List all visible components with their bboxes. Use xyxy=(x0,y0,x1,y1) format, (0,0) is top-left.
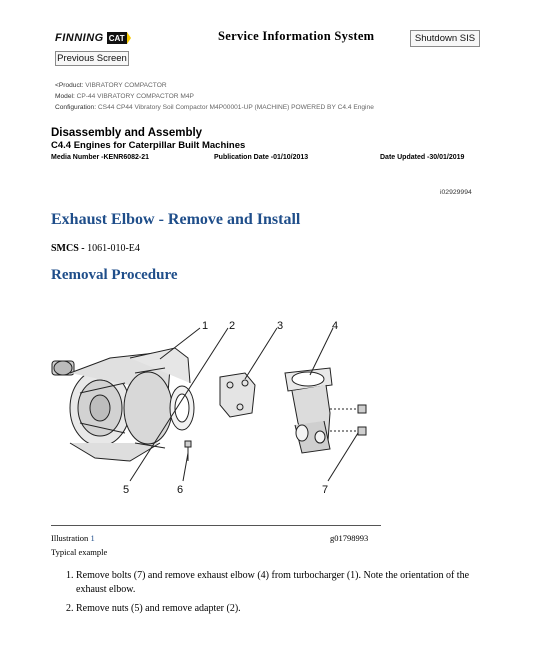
finning-cat-logo xyxy=(55,29,138,47)
configuration-line xyxy=(55,104,374,111)
app-title: Service Information System xyxy=(218,29,375,43)
adapter-drawing xyxy=(220,373,255,417)
engine-heading: C4.4 Engines for Caterpillar Built Machines xyxy=(51,140,246,151)
section-heading: Disassembly and Assembly xyxy=(51,127,203,139)
illustration-label-prefix: Illustration xyxy=(51,533,91,543)
smcs-value: 1061-010-E4 xyxy=(87,243,140,254)
product-line xyxy=(55,82,167,89)
illustration-image-id: g01798993 xyxy=(330,533,369,543)
model-line xyxy=(55,93,194,100)
shutdown-sis-button[interactable]: Shutdown SIS xyxy=(410,30,480,47)
product-value: VIBRATORY COMPACTOR xyxy=(85,82,167,89)
publication-date: Publication Date -01/10/2013 xyxy=(214,154,309,161)
model-value: CP-44 VIBRATORY COMPACTOR M4P xyxy=(76,93,194,100)
document-ref-id: i02929994 xyxy=(440,189,472,196)
exhaust-elbow-drawing xyxy=(285,368,332,453)
previous-screen-button[interactable]: Previous Screen xyxy=(55,51,129,66)
procedure-heading: Removal Procedure xyxy=(51,267,178,283)
callout-6: 6 xyxy=(177,484,184,496)
illustration-caption: Typical example xyxy=(51,547,108,557)
callout-7: 7 xyxy=(322,484,329,496)
smcs-code xyxy=(51,243,140,254)
callout-3: 3 xyxy=(277,320,284,332)
turbocharger-drawing xyxy=(52,348,194,461)
cat-mark: CAT xyxy=(108,34,125,43)
list-item: 1. Remove bolts (7) and remove exhaust elbow (4) from turbocharger (1). Note the orientation of the exhaust elbow. xyxy=(76,569,501,597)
illustration-divider xyxy=(51,525,381,526)
callout-4: 4 xyxy=(332,320,339,332)
config-label: Configuration: xyxy=(55,104,97,111)
product-label: <Product: xyxy=(55,82,84,89)
illustration-number-link[interactable]: 1 xyxy=(90,533,95,543)
callout-5: 5 xyxy=(123,484,130,496)
date-updated: Date Updated -30/01/2019 xyxy=(380,154,465,161)
removal-steps-list xyxy=(63,569,501,621)
illustration-label xyxy=(51,533,95,543)
smcs-label: SMCS - xyxy=(51,243,88,254)
page-title: Exhaust Elbow - Remove and Install xyxy=(51,211,301,228)
callout-1: 1 xyxy=(202,320,209,332)
model-label: Model: xyxy=(55,93,75,100)
bolt-group-drawing xyxy=(185,405,366,461)
callout-2: 2 xyxy=(229,320,236,332)
brand-text: FINNING xyxy=(55,32,104,44)
list-item: 2. Remove nuts (5) and remove adapter (2). xyxy=(76,602,501,616)
config-value: CS44 CP44 Vibratory Soil Compactor M4P00001-UP (MACHINE) POWERED BY C4.4 Engine xyxy=(97,104,374,111)
media-number: Media Number -KENR6082-21 xyxy=(51,154,150,161)
exhaust-elbow-illustration xyxy=(40,313,380,525)
